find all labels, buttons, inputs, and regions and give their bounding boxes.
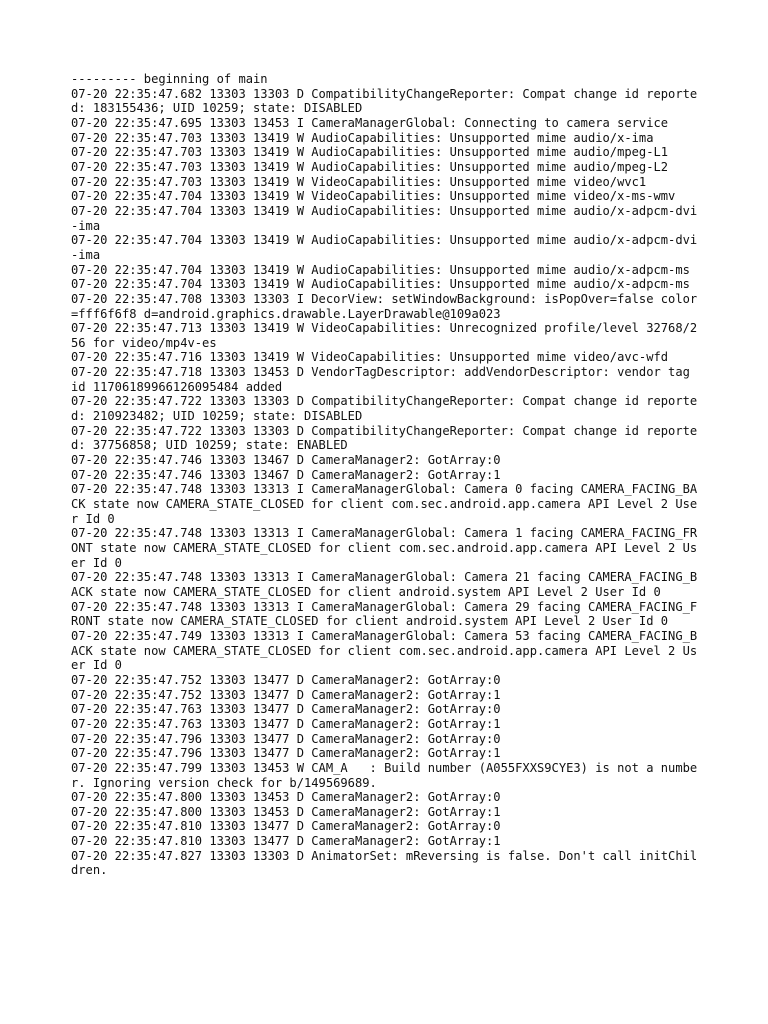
- log-line: 07-20 22:35:47.763 13303 13477 D CameraManager2: GotArray:1: [71, 716, 501, 731]
- log-line: 07-20 22:35:47.703 13303 13419 W VideoCapabilities: Unsupported mime video/wvc1: [71, 174, 647, 189]
- log-line: 07-20 22:35:47.704 13303 13419 W VideoCapabilities: Unsupported mime video/x-ms-wmv: [71, 189, 676, 204]
- log-line: --------- beginning of main: [71, 72, 268, 86]
- log-line: 07-20 22:35:47.704 13303 13419 W AudioCapabilities: Unsupported mime audio/x-adpcm-ms: [71, 277, 690, 292]
- log-line: 07-20 22:35:47.703 13303 13419 W AudioCapabilities: Unsupported mime audio/mpeg-L2: [71, 159, 669, 174]
- log-line: 07-20 22:35:47.796 13303 13477 D CameraManager2: GotArray:1: [71, 746, 501, 761]
- log-line: 07-20 22:35:47.752 13303 13477 D CameraManager2: GotArray:0: [71, 672, 501, 687]
- log-line: 07-20 22:35:47.748 13303 13313 I CameraManagerGlobal: Camera 29 facing CAMERA_FACING_FRONT state now CAMERA_STATE_CLOSED for client android.system API Level 2 User Id 0: [71, 599, 698, 629]
- log-line: 07-20 22:35:47.810 13303 13477 D CameraManager2: GotArray:1: [71, 834, 501, 849]
- log-line: 07-20 22:35:47.746 13303 13467 D CameraManager2: GotArray:0: [71, 453, 501, 468]
- log-line: 07-20 22:35:47.763 13303 13477 D CameraManager2: GotArray:0: [71, 702, 501, 717]
- log-line: 07-20 22:35:47.722 13303 13303 D CompatibilityChangeReporter: Compat change id reported: 210923482; UID 10259; state: DISABLED: [71, 394, 698, 424]
- log-line: 07-20 22:35:47.827 13303 13303 D AnimatorSet: mReversing is false. Don't call initChildren.: [71, 848, 698, 878]
- log-line: 07-20 22:35:47.722 13303 13303 D CompatibilityChangeReporter: Compat change id reported: 37756858; UID 10259; state: ENABLED: [71, 423, 698, 453]
- log-line: 07-20 22:35:47.752 13303 13477 D CameraManager2: GotArray:1: [71, 687, 501, 702]
- log-line: 07-20 22:35:47.704 13303 13419 W AudioCapabilities: Unsupported mime audio/x-adpcm-dvi-ima: [71, 233, 698, 262]
- log-line: 07-20 22:35:47.800 13303 13453 D CameraManager2: GotArray:1: [71, 804, 501, 819]
- log-line: 07-20 22:35:47.718 13303 13453 D VendorTagDescriptor: addVendorDescriptor: vendor tag id 11706189966126095484 added: [71, 365, 698, 394]
- log-line: 07-20 22:35:47.749 13303 13313 I CameraManagerGlobal: Camera 53 facing CAMERA_FACING_BACK state now CAMERA_STATE_CLOSED for client com.sec.android.app.camera API Level 2 User Id 0: [71, 628, 698, 673]
- log-line: 07-20 22:35:47.704 13303 13419 W AudioCapabilities: Unsupported mime audio/x-adpcm-ms: [71, 262, 690, 277]
- log-line: 07-20 22:35:47.810 13303 13477 D CameraManager2: GotArray:0: [71, 819, 501, 834]
- log-line: 07-20 22:35:47.748 13303 13313 I CameraManagerGlobal: Camera 21 facing CAMERA_FACING_BACK state now CAMERA_STATE_CLOSED for client android.system API Level 2 User Id 0: [71, 570, 698, 599]
- log-line: 07-20 22:35:47.703 13303 13419 W AudioCapabilities: Unsupported mime audio/x-ima: [71, 130, 654, 145]
- log-line: 07-20 22:35:47.704 13303 13419 W AudioCapabilities: Unsupported mime audio/x-adpcm-dvi-ima: [71, 203, 698, 233]
- log-line: 07-20 22:35:47.713 13303 13419 W VideoCapabilities: Unrecognized profile/level 32768/256 for video/mp4v-es: [71, 321, 698, 350]
- log-line: 07-20 22:35:47.695 13303 13453 I CameraManagerGlobal: Connecting to camera service: [71, 115, 669, 130]
- log-line: 07-20 22:35:47.708 13303 13303 I DecorView: setWindowBackground: isPopOver=false color=fff6f6f8 d=android.graphics.drawable.LayerDrawable@109a023: [71, 291, 698, 321]
- log-line: 07-20 22:35:47.748 13303 13313 I CameraManagerGlobal: Camera 1 facing CAMERA_FACING_FRONT state now CAMERA_STATE_CLOSED for client com.sec.android.app.camera API Level 2 User Id 0: [71, 526, 698, 570]
- log-line: 07-20 22:35:47.796 13303 13477 D CameraManager2: GotArray:0: [71, 731, 501, 746]
- log-line: 07-20 22:35:47.799 13303 13453 W CAM_A : Build number (A055FXXS9CYE3) is not a number. Ignoring version check for b/149569689.: [71, 760, 698, 790]
- log-line: 07-20 22:35:47.716 13303 13419 W VideoCapabilities: Unsupported mime video/avc-wfd: [71, 350, 669, 365]
- log-line: 07-20 22:35:47.703 13303 13419 W AudioCapabilities: Unsupported mime audio/mpeg-L1: [71, 145, 669, 160]
- log-line: 07-20 22:35:47.746 13303 13467 D CameraManager2: GotArray:1: [71, 467, 501, 482]
- log-line: 07-20 22:35:47.800 13303 13453 D CameraManager2: GotArray:0: [71, 790, 501, 805]
- log-line: 07-20 22:35:47.748 13303 13313 I CameraManagerGlobal: Camera 0 facing CAMERA_FACING_BACK state now CAMERA_STATE_CLOSED for client com.sec.android.app.camera API Level 2 User Id 0: [71, 482, 698, 526]
- log-page: [71, 72, 701, 878]
- log-line: 07-20 22:35:47.682 13303 13303 D CompatibilityChangeReporter: Compat change id reported: 183155436; UID 10259; state: DISABLED: [71, 86, 698, 116]
